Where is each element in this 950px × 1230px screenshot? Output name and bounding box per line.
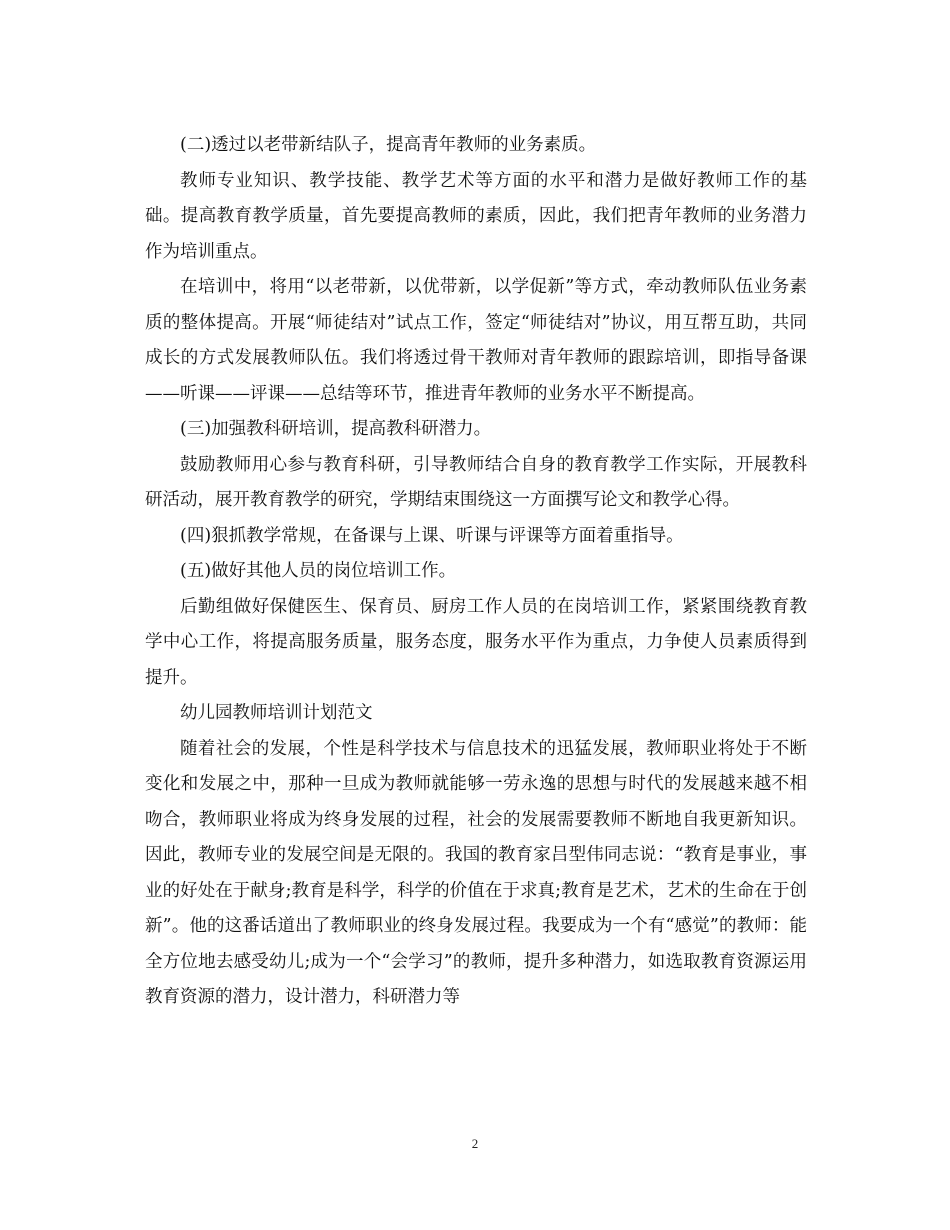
paragraph-heading-four: (四)狠抓教学常规，在备课与上课、听课与评课等方面着重指导。 [180,525,684,546]
document-body [145,128,807,1016]
paragraph-text: 在培训中，将用“以老带新，以优带新，以学促新”等方式，牵动教师队伍业务素质的整体提高。开展“师徒结对”试点工作，签定“师徒结对”协议，用互帮互助，共同成长的方式发展教师队伍。我们将透过骨干教师对青年教师的跟踪培训，即指导备课——听课——评课——总结等环节，推进青年教师的业务水平不断提高。 [145,277,807,404]
page-number: 2 [471,1136,479,1151]
paragraph-text: 后勤组做好保健医生、保育员、厨房工作人员的在岗培训工作，紧紧围绕教育教学中心工作，将提高服务质量，服务态度，服务水平作为重点，力争使人员素质得到提升。 [145,596,807,688]
paragraph-heading-five: (五)做好其他人员的岗位培训工作。 [180,561,457,581]
paragraph-text: 鼓励教师用心参与教育科研，引导教师结合自身的教育教学工作实际，开展教科研活动，展开教育教学的研究，学期结束围绕这一方面撰写论文和教学心得。 [145,454,807,510]
paragraph-heading-three: (三)加强教科研培训，提高教科研潜力。 [180,419,492,439]
section-title: 幼儿园教师培训计划范文 [180,703,373,723]
paragraph-heading-two: (二)透过以老带新结队子，提高青年教师的业务素质。 [180,135,597,155]
paragraph-text: 教师专业知识、教学技能、教学艺术等方面的水平和潜力是做好教师工作的基础。提高教育教学质量，首先要提高教师的素质，因此，我们把青年教师的业务潜力作为培训重点。 [145,170,807,262]
paragraph-text: 随着社会的发展，个性是科学技术与信息技术的迅猛发展，教师职业将处于不断变化和发展之中，那种一旦成为教师就能够一劳永逸的思想与时代的发展越来越不相吻合，教师职业将成为终身发展的过程，社会的发展需要教师不断地自我更新知识。因此，教师专业的发展空间是无限的。我国的教育家吕型伟同志说：“教育是事业，事业的好处在于献身;教育是科学，科学的价值在于求真;教育是艺术，艺术的生命在于创新”。他的这番话道出了教师职业的终身发展过程。我要成为一个有“感觉”的教师：能全方位地去感受幼儿;成为一个“会学习”的教师，提升多种潜力，如选取教育资源运用教育资源的潜力，设计潜力，科研潜力等 [145,738,807,1007]
